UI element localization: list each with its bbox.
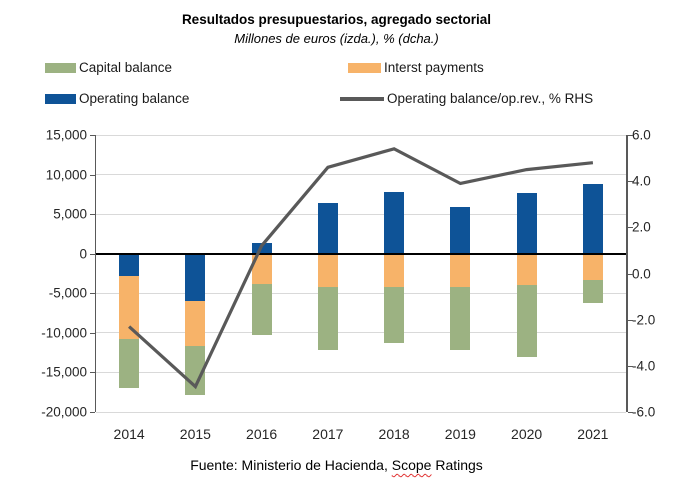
trend-line-path: [129, 149, 593, 387]
y-axis-right-tick-label: -2.0: [632, 312, 656, 328]
x-axis-tick-label: 2020: [511, 426, 543, 442]
y-axis-left-tick-label: 5,000: [53, 206, 87, 222]
right-tick-mark: [628, 181, 633, 182]
y-axis-right-tick-label: 2.0: [632, 219, 651, 235]
interest-payments-swatch-icon: [348, 63, 381, 73]
right-tick-mark: [628, 227, 633, 228]
chart-subtitle: Millones de euros (izda.), % (dcha.): [234, 31, 439, 46]
chart-title: Resultados presupuestarios, agregado sectorial: [181, 12, 492, 27]
x-axis-tick-label: 2015: [179, 426, 211, 442]
left-tick-mark: [90, 372, 95, 373]
legend-item-operating-balance: [45, 90, 189, 107]
legend-label: Operating balance/op.rev., % RHS: [387, 91, 594, 106]
x-axis-tick-label: 2021: [577, 426, 609, 442]
y-axis-left-tick-label: -15,000: [41, 364, 87, 380]
y-axis-right-tick-label: -6.0: [632, 404, 656, 420]
left-tick-mark: [90, 333, 95, 334]
x-axis-tick-label: 2019: [444, 426, 476, 442]
legend-label: Operating balance: [79, 91, 190, 106]
left-tick-mark: [90, 412, 95, 413]
y-axis-left-tick-label: -5,000: [48, 285, 87, 301]
x-axis-tick-label: 2018: [378, 426, 410, 442]
left-tick-mark: [90, 135, 95, 136]
y-axis-right-tick-label: 6.0: [632, 127, 651, 143]
spellcheck-underlined-word: Scope: [391, 457, 432, 473]
source-note-text: Ratings: [431, 457, 483, 473]
left-tick-mark: [90, 293, 95, 294]
legend-label: Capital balance: [79, 60, 173, 75]
right-tick-mark: [628, 274, 633, 275]
legend-item-capital-balance: [45, 59, 172, 76]
right-tick-mark: [628, 412, 633, 413]
right-tick-mark: [628, 366, 633, 367]
y-axis-right-tick-label: 0.0: [632, 266, 651, 281]
left-tick-mark: [90, 175, 95, 176]
right-tick-mark: [628, 135, 633, 136]
x-axis-tick-label: 2017: [312, 426, 344, 442]
legend-item-interest-payments: [348, 59, 484, 76]
trend-line: [96, 135, 626, 412]
capital-balance-swatch-icon: [45, 63, 76, 73]
legend-label: Interst payments: [384, 60, 484, 75]
source-note: [0, 457, 673, 473]
x-axis-tick-label: 2016: [246, 426, 278, 442]
left-tick-mark: [90, 214, 95, 215]
legend-item-operating-balance-ratio: [340, 90, 593, 107]
y-axis-right-tick-label: 4.0: [632, 173, 651, 189]
y-axis-left-tick-label: 10,000: [45, 167, 87, 183]
left-tick-mark: [90, 254, 95, 255]
y-axis-left-tick-label: -20,000: [41, 404, 87, 420]
y-axis-right-tick-label: -4.0: [632, 358, 656, 374]
y-axis-left-tick-label: -10,000: [41, 325, 87, 341]
operating-balance-swatch-icon: [45, 94, 76, 104]
source-note-text: Fuente: Ministerio de Hacienda,: [190, 457, 392, 473]
y-axis-left-tick-label: 0: [79, 246, 87, 262]
plot-area: [96, 135, 626, 412]
right-tick-mark: [628, 320, 633, 321]
y-axis-left-tick-label: 15,000: [45, 127, 87, 143]
trend-line-swatch-icon: [340, 97, 384, 101]
x-axis-tick-label: 2014: [113, 426, 145, 442]
